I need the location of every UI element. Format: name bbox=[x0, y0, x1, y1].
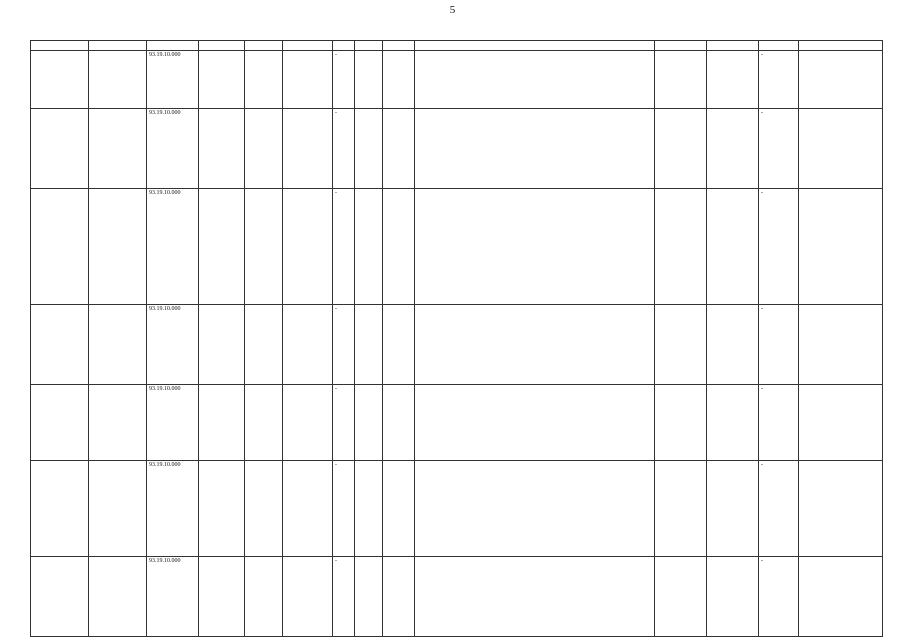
cell-area bbox=[655, 385, 707, 461]
cell-place bbox=[799, 385, 883, 461]
cell-work bbox=[355, 109, 383, 189]
cell-free bbox=[383, 189, 415, 305]
cell-work bbox=[355, 557, 383, 637]
cell-code bbox=[31, 41, 89, 51]
cell-unit bbox=[707, 461, 759, 557]
cell-area bbox=[655, 51, 707, 109]
cell-type bbox=[199, 109, 245, 189]
cell-code bbox=[31, 51, 89, 109]
cell-basis bbox=[415, 305, 655, 385]
cell-free bbox=[383, 109, 415, 189]
cell-work bbox=[355, 51, 383, 109]
cell-dash2: - bbox=[759, 557, 799, 637]
cell-place bbox=[799, 305, 883, 385]
cell-mun bbox=[283, 385, 333, 461]
cell-kind bbox=[245, 51, 283, 109]
cell-area bbox=[655, 189, 707, 305]
cell-unit bbox=[707, 51, 759, 109]
cell-area bbox=[655, 41, 707, 51]
cell-area bbox=[655, 461, 707, 557]
table-row bbox=[31, 461, 883, 557]
cell-free bbox=[383, 41, 415, 51]
cell-name bbox=[89, 557, 147, 637]
cell-basis bbox=[415, 109, 655, 189]
cell-type bbox=[199, 305, 245, 385]
table-row bbox=[31, 41, 883, 51]
cell-name bbox=[89, 461, 147, 557]
cell-code bbox=[31, 109, 89, 189]
cell-dash2: - bbox=[759, 461, 799, 557]
cell-dash2: - bbox=[759, 189, 799, 305]
cell-okved: 93.19.10.000 bbox=[147, 461, 199, 557]
cell-name bbox=[89, 51, 147, 109]
cell-okved: 93.19.10.000 bbox=[147, 557, 199, 637]
cell-dash: - bbox=[333, 51, 355, 109]
cell-okved: 93.19.10.000 bbox=[147, 385, 199, 461]
cell-dash2: - bbox=[759, 51, 799, 109]
cell-dash: - bbox=[333, 461, 355, 557]
cell-dash2: - bbox=[759, 385, 799, 461]
registry-table bbox=[30, 40, 883, 637]
cell-type bbox=[199, 385, 245, 461]
cell-kind bbox=[245, 189, 283, 305]
cell-type bbox=[199, 51, 245, 109]
cell-dash2: - bbox=[759, 109, 799, 189]
table-row bbox=[31, 385, 883, 461]
cell-code bbox=[31, 557, 89, 637]
cell-basis bbox=[415, 51, 655, 109]
cell-work bbox=[355, 189, 383, 305]
cell-name bbox=[89, 305, 147, 385]
cell-unit bbox=[707, 41, 759, 51]
cell-dash: - bbox=[333, 385, 355, 461]
cell-area bbox=[655, 109, 707, 189]
cell-place bbox=[799, 41, 883, 51]
cell-place bbox=[799, 557, 883, 637]
cell-mun bbox=[283, 305, 333, 385]
cell-mun bbox=[283, 51, 333, 109]
page-number: 5 bbox=[449, 4, 456, 16]
cell-type bbox=[199, 189, 245, 305]
cell-place bbox=[799, 51, 883, 109]
cell-type bbox=[199, 461, 245, 557]
cell-work bbox=[355, 41, 383, 51]
cell-code bbox=[31, 305, 89, 385]
cell-mun bbox=[283, 189, 333, 305]
cell-code bbox=[31, 189, 89, 305]
cell-basis bbox=[415, 189, 655, 305]
cell-area bbox=[655, 305, 707, 385]
cell-basis bbox=[415, 41, 655, 51]
cell-okved: 93.19.10.000 bbox=[147, 189, 199, 305]
cell-work bbox=[355, 305, 383, 385]
cell-place bbox=[799, 461, 883, 557]
table-row bbox=[31, 109, 883, 189]
cell-code bbox=[31, 385, 89, 461]
cell-okved: 93.19.10.000 bbox=[147, 51, 199, 109]
cell-kind bbox=[245, 557, 283, 637]
cell-work bbox=[355, 385, 383, 461]
table-row bbox=[31, 305, 883, 385]
cell-kind bbox=[245, 305, 283, 385]
cell-mun bbox=[283, 461, 333, 557]
cell-place bbox=[799, 189, 883, 305]
cell-kind bbox=[245, 41, 283, 51]
cell-name bbox=[89, 385, 147, 461]
cell-dash: - bbox=[333, 557, 355, 637]
cell-name bbox=[89, 41, 147, 51]
cell-kind bbox=[245, 109, 283, 189]
cell-basis bbox=[415, 557, 655, 637]
cell-basis bbox=[415, 461, 655, 557]
cell-mun bbox=[283, 109, 333, 189]
table-row bbox=[31, 557, 883, 637]
cell-dash: - bbox=[333, 305, 355, 385]
cell-basis bbox=[415, 385, 655, 461]
cell-area bbox=[655, 557, 707, 637]
cell-kind bbox=[245, 385, 283, 461]
cell-name bbox=[89, 189, 147, 305]
cell-free bbox=[383, 557, 415, 637]
table-row bbox=[31, 51, 883, 109]
cell-okved: 93.19.10.000 bbox=[147, 109, 199, 189]
cell-free bbox=[383, 305, 415, 385]
cell-unit bbox=[707, 385, 759, 461]
cell-kind bbox=[245, 461, 283, 557]
cell-dash: - bbox=[333, 109, 355, 189]
cell-place bbox=[799, 109, 883, 189]
cell-code bbox=[31, 461, 89, 557]
cell-okved: 93.19.10.000 bbox=[147, 305, 199, 385]
cell-dash: - bbox=[333, 189, 355, 305]
cell-type bbox=[199, 41, 245, 51]
cell-unit bbox=[707, 189, 759, 305]
cell-unit bbox=[707, 557, 759, 637]
cell-dash bbox=[333, 41, 355, 51]
cell-dash2: - bbox=[759, 305, 799, 385]
cell-name bbox=[89, 109, 147, 189]
cell-free bbox=[383, 385, 415, 461]
cell-free bbox=[383, 51, 415, 109]
cell-unit bbox=[707, 305, 759, 385]
table-row bbox=[31, 189, 883, 305]
cell-unit bbox=[707, 109, 759, 189]
cell-okved bbox=[147, 41, 199, 51]
cell-free bbox=[383, 461, 415, 557]
cell-mun bbox=[283, 41, 333, 51]
cell-type bbox=[199, 557, 245, 637]
cell-mun bbox=[283, 557, 333, 637]
cell-dash2 bbox=[759, 41, 799, 51]
cell-work bbox=[355, 461, 383, 557]
